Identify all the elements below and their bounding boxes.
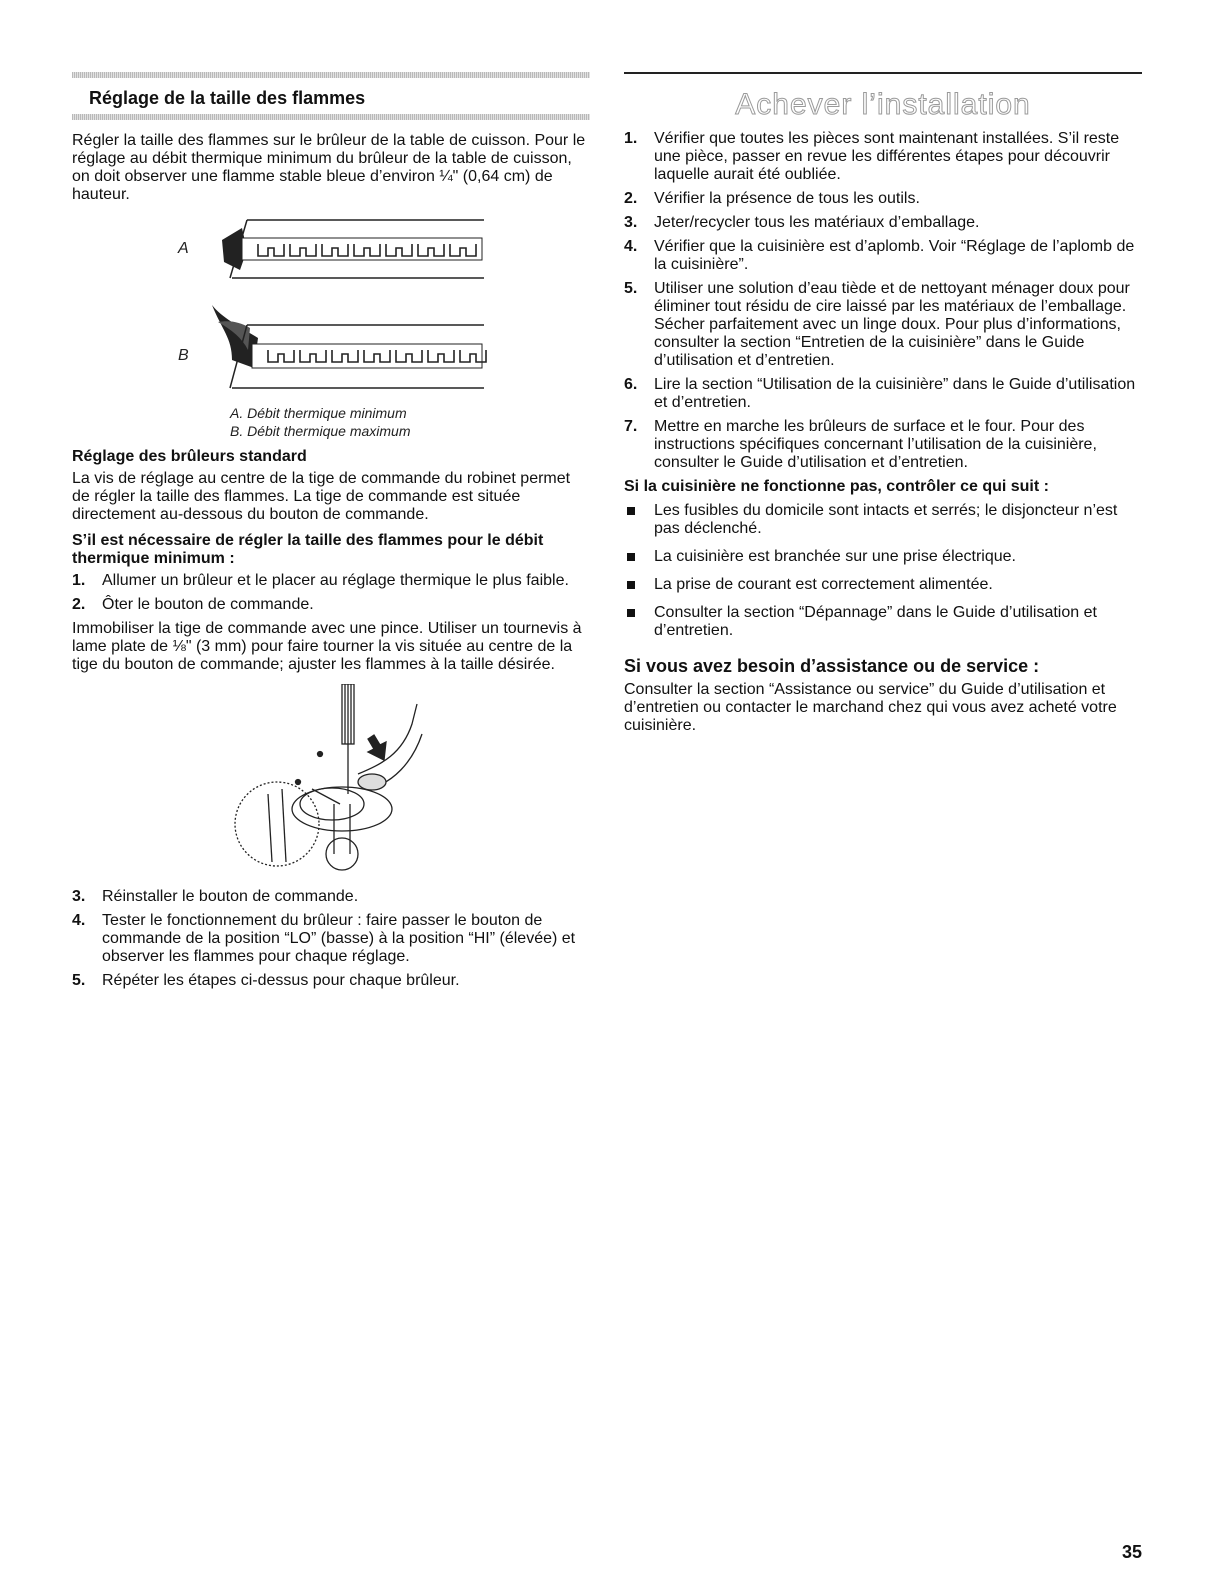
list-item: 2. Vérifier la présence de tous les outils. bbox=[624, 190, 920, 207]
right-column bbox=[624, 72, 1142, 741]
list-item: 3. Jeter/recycler tous les matériaux d’emballage. bbox=[624, 214, 980, 231]
page-number: 35 bbox=[1121, 1542, 1142, 1562]
heading-rule bbox=[72, 114, 590, 120]
steps-list-a bbox=[72, 572, 590, 614]
caption-a: A. Débit thermique minimum bbox=[230, 405, 407, 421]
immobiliser-paragraph: Immobiliser la tige de commande avec une pince. Utiliser un tournevis à lame plate de ⅛" (3 mm) pour faire tourner la vis située au centre de la tige du bouton de commande; ajuster les flammes à la taille désirée. bbox=[72, 620, 582, 673]
list-item: 4. Vérifier que la cuisinière est d’aplomb. Voir “Réglage de l’aplomb de la cuisinière”. bbox=[624, 238, 1135, 273]
bullet-square-icon bbox=[624, 604, 654, 640]
list-item: La cuisinière est branchée sur une prise électrique. bbox=[624, 548, 1142, 566]
section-title: Achever l’installation bbox=[735, 88, 1031, 121]
list-item: 3. Réinstaller le bouton de commande. bbox=[72, 888, 359, 905]
list-item: 6. Lire la section “Utilisation de la cuisinière” dans le Guide d’utilisation et d’entretien. bbox=[624, 376, 1136, 411]
list-item: 5. Répéter les étapes ci-dessus pour chaque brûleur. bbox=[72, 972, 460, 989]
label-a: A bbox=[178, 240, 189, 257]
min-flame-heading: S’il est nécessaire de régler la taille des flammes pour le débit thermique minimum : bbox=[72, 532, 544, 567]
troubleshoot-heading: Si la cuisinière ne fonctionne pas, contrôler ce qui suit : bbox=[624, 478, 1049, 495]
check-list bbox=[624, 502, 1142, 640]
list-item: 1. Vérifier que toutes les pièces sont maintenant installées. S’il reste une pièce, passer en revue les différentes étapes pour découvrir laquelle aurait été oubliée. bbox=[624, 130, 1120, 183]
caption-b: B. Débit thermique maximum bbox=[230, 423, 411, 439]
screwdriver-diagram bbox=[72, 684, 590, 884]
standard-burners-heading: Réglage des brûleurs standard bbox=[72, 448, 307, 465]
down-arrow-icon bbox=[368, 735, 386, 760]
service-heading: Si vous avez besoin d’assistance ou de service : bbox=[624, 656, 1040, 676]
install-steps-list bbox=[624, 130, 1142, 472]
burner-max-flame bbox=[212, 305, 486, 388]
steps-list-b bbox=[72, 888, 590, 990]
list-item: 5. Utiliser une solution d’eau tiède et de nettoyant ménager doux pour éliminer tout résidu de cire laissé par les matériaux de l’emballage. Sécher parfaitement avec un linge doux. Pour plus d’informations, consulter la section “Entretien de la cuisinière” dans le Guide d’utilisation et d’entretien. bbox=[624, 280, 1130, 369]
label-b: B bbox=[178, 347, 189, 364]
list-item: Les fusibles du domicile sont intacts et serrés; le disjoncteur n’est pas déclenché. bbox=[624, 502, 1142, 538]
left-column bbox=[72, 72, 590, 996]
service-text: Consulter la section “Assistance ou service” du Guide d’utilisation et d’entretien ou contacter le marchand chez qui vous avez acheté votre cuisinière. bbox=[624, 681, 1117, 734]
list-item: 4. Tester le fonctionnement du brûleur : faire passer le bouton de commande de la position “LO” (basse) à la position “HI” (élevée) et observer les flammes pour chaque réglage. bbox=[72, 912, 576, 965]
list-item: 2. Ôter le bouton de commande. bbox=[72, 596, 314, 613]
screwdriver-figure bbox=[72, 684, 590, 884]
flame-size-figure bbox=[72, 210, 590, 400]
list-item: 7. Mettre en marche les brûleurs de surface et le four. Pour des instructions spécifiques concernant l’utilisation de la cuisinière, consulter le Guide d’utilisation et d’entretien. bbox=[624, 418, 1097, 471]
list-item: Consulter la section “Dépannage” dans le Guide d’utilisation et d’entretien. bbox=[624, 604, 1142, 640]
flame-diagram bbox=[72, 210, 590, 400]
flame-b-icon bbox=[212, 305, 258, 368]
list-item: La prise de courant est correctement alimentée. bbox=[624, 576, 1142, 594]
section-heading: Réglage de la taille des flammes bbox=[89, 88, 366, 108]
bullet-square-icon bbox=[624, 548, 654, 566]
bullet-square-icon bbox=[624, 502, 654, 538]
standard-burners-text: La vis de réglage au centre de la tige de commande du robinet permet de régler la taille des flammes. La tige de commande est située directement au-dessous du bouton de commande. bbox=[72, 470, 571, 523]
pliers-icon bbox=[358, 704, 417, 774]
burner-min-flame bbox=[222, 220, 484, 278]
bullet-square-icon bbox=[624, 576, 654, 594]
heading-band bbox=[72, 72, 590, 78]
list-item: 1. Allumer un brûleur et le placer au réglage thermique le plus faible. bbox=[72, 572, 569, 589]
section-rule bbox=[624, 72, 1142, 74]
intro-paragraph: Régler la taille des flammes sur le brûleur de la table de cuisson. Pour le réglage au débit thermique minimum du brûleur de la table de cuisson, on doit observer une flamme stable bleue d’environ ¼" (0,64 cm) de hauteur. bbox=[72, 132, 586, 203]
